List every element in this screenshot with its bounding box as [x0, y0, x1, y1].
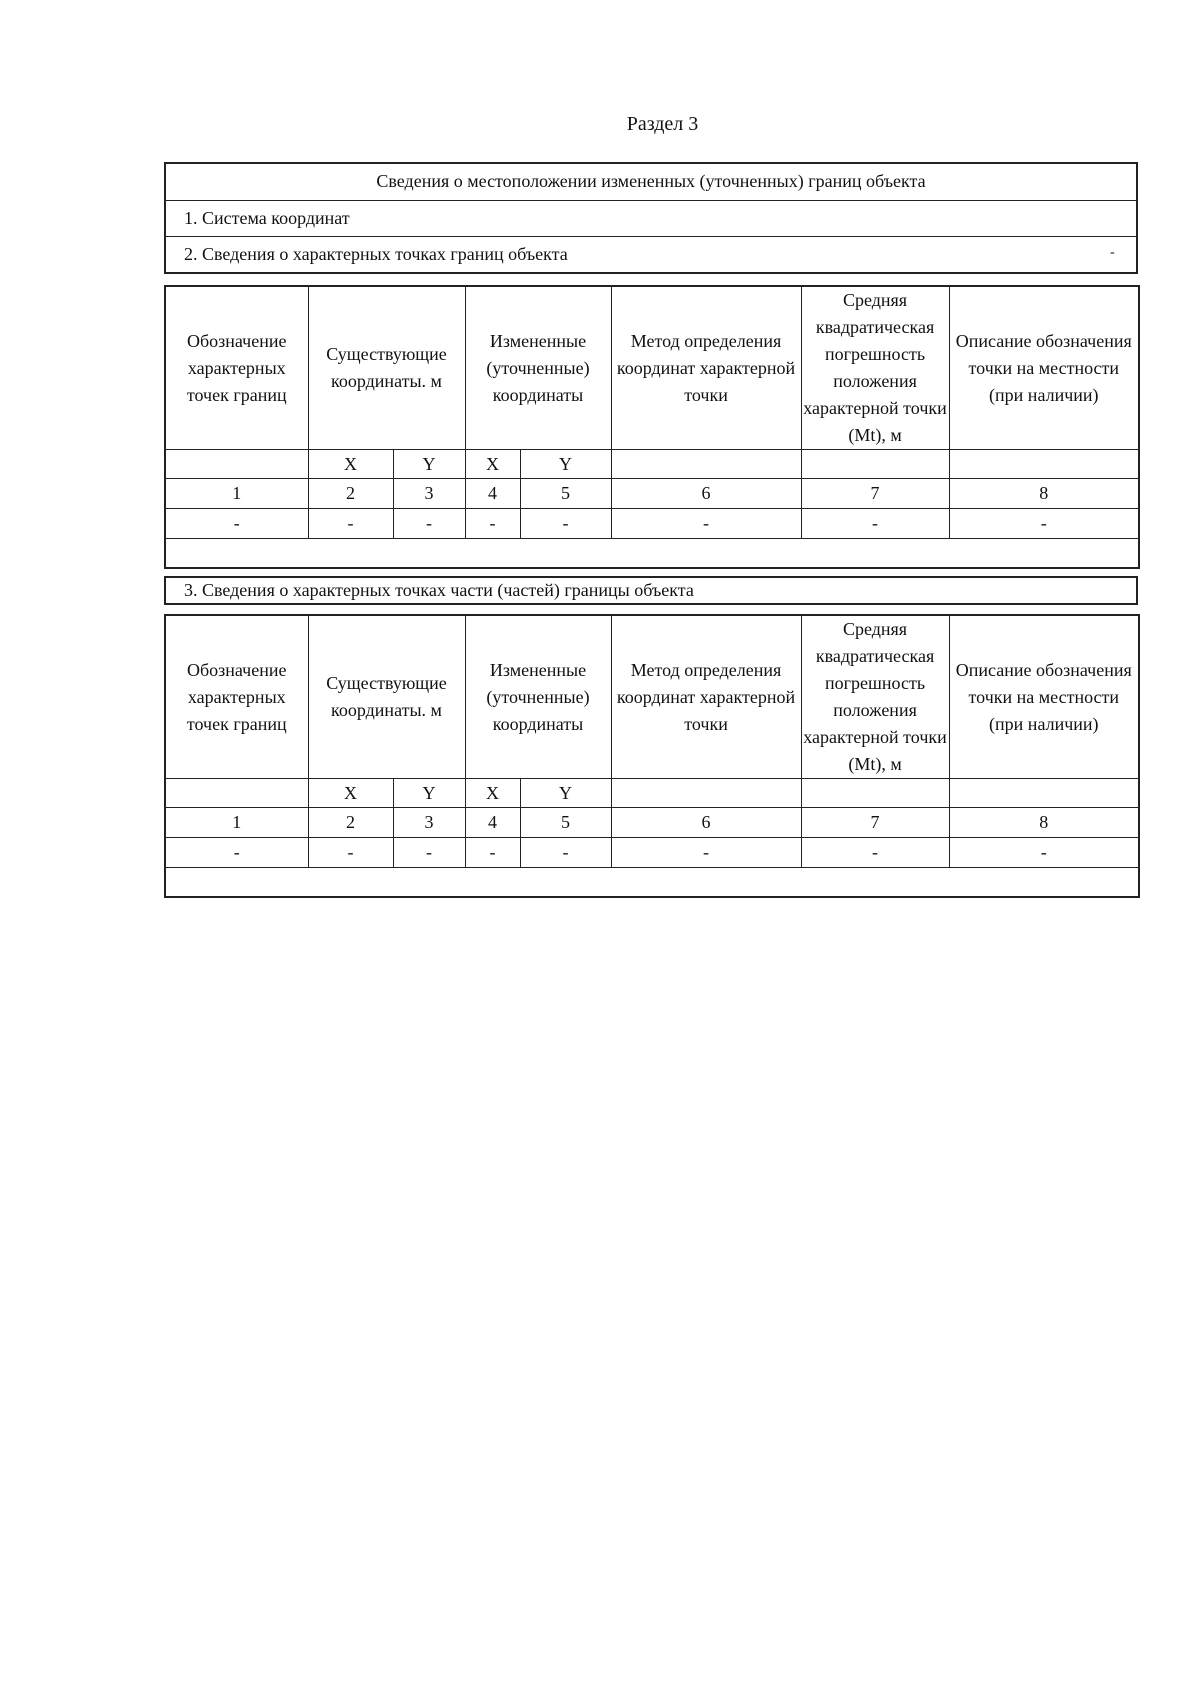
axis-x-existing: X [308, 450, 393, 479]
table-cell: - [801, 838, 949, 868]
axis-y-changed: Y [520, 779, 611, 808]
page-title: Раздел 3 [626, 113, 699, 135]
axis-row [165, 779, 1139, 808]
column-number: 1 [165, 808, 308, 838]
column-number: 3 [393, 479, 465, 509]
points-heading-row: 2. Сведения о характерных точках границ объекта [166, 236, 1136, 272]
table-cell: - [308, 838, 393, 868]
section3-heading: 3. Сведения о характерных точках части (частей) границы объекта [164, 576, 1138, 605]
column-number: 4 [465, 808, 520, 838]
table-cell: - [465, 838, 520, 868]
axis-x-existing: X [308, 779, 393, 808]
table-cell: - [520, 509, 611, 539]
header-accuracy: Средняя квадратическая погрешность положения характерной точки (Mt), м [801, 615, 949, 779]
table-row [165, 509, 1139, 539]
table-blank-row [165, 868, 1139, 898]
column-number-row [165, 479, 1139, 509]
column-number-row [165, 808, 1139, 838]
table-cell: - [949, 838, 1139, 868]
column-number: 8 [949, 808, 1139, 838]
info-title: Сведения о местоположении измененных (уточненных) границ объекта [376, 171, 926, 191]
column-number: 6 [611, 479, 801, 509]
column-number: 3 [393, 808, 465, 838]
column-number: 8 [949, 479, 1139, 509]
table-cell: - [465, 509, 520, 539]
axis-y-existing: Y [393, 779, 465, 808]
header-point-designation: Обозначение характерных точек границ [165, 286, 308, 450]
table-cell: - [393, 509, 465, 539]
header-changed-coords: Измененные (уточненные) координаты [465, 615, 611, 779]
table-cell: - [520, 838, 611, 868]
axis-y-existing: Y [393, 450, 465, 479]
table-cell: - [308, 509, 393, 539]
axis-cell-empty [611, 450, 801, 479]
table-cell: - [611, 509, 801, 539]
axis-cell-empty [949, 450, 1139, 479]
axis-cell-empty [949, 779, 1139, 808]
table-header-row [165, 286, 1139, 450]
header-accuracy: Средняя квадратическая погрешность положения характерной точки (Mt), м [801, 286, 949, 450]
header-description: Описание обозначения точки на местности (при наличии) [949, 615, 1139, 779]
column-number: 5 [520, 808, 611, 838]
boundary-points-table [164, 285, 1140, 569]
axis-y-changed: Y [520, 450, 611, 479]
column-number: 5 [520, 479, 611, 509]
coord-system-row: 1. Система координат [166, 200, 1136, 236]
axis-row [165, 450, 1139, 479]
axis-cell-empty [801, 779, 949, 808]
axis-cell-empty [165, 450, 308, 479]
column-number: 7 [801, 479, 949, 509]
axis-cell-empty [801, 450, 949, 479]
table-cell: - [165, 838, 308, 868]
table-cell: - [801, 509, 949, 539]
header-point-designation: Обозначение характерных точек границ [165, 615, 308, 779]
column-number: 4 [465, 479, 520, 509]
axis-x-changed: X [465, 450, 520, 479]
table-cell: - [949, 509, 1139, 539]
header-method: Метод определения координат характерной точки [611, 286, 801, 450]
table-cell: - [611, 838, 801, 868]
table-blank-cell [165, 539, 1139, 569]
table-cell: - [165, 509, 308, 539]
header-existing-coords: Существующие координаты. м [308, 286, 465, 450]
table-header-row [165, 615, 1139, 779]
column-number: 6 [611, 808, 801, 838]
column-number: 1 [165, 479, 308, 509]
table-blank-row [165, 539, 1139, 569]
object-info-box [164, 162, 1138, 274]
tick-mark: - [1110, 245, 1115, 260]
header-changed-coords: Измененные (уточненные) координаты [465, 286, 611, 450]
header-existing-coords: Существующие координаты. м [308, 615, 465, 779]
table-cell: - [393, 838, 465, 868]
column-number: 7 [801, 808, 949, 838]
column-number: 2 [308, 808, 393, 838]
table-blank-cell [165, 868, 1139, 898]
part-boundary-points-table [164, 614, 1140, 898]
header-method: Метод определения координат характерной точки [611, 615, 801, 779]
column-number: 2 [308, 479, 393, 509]
axis-cell-empty [165, 779, 308, 808]
axis-cell-empty [611, 779, 801, 808]
table-row [165, 838, 1139, 868]
header-description: Описание обозначения точки на местности (при наличии) [949, 286, 1139, 450]
axis-x-changed: X [465, 779, 520, 808]
